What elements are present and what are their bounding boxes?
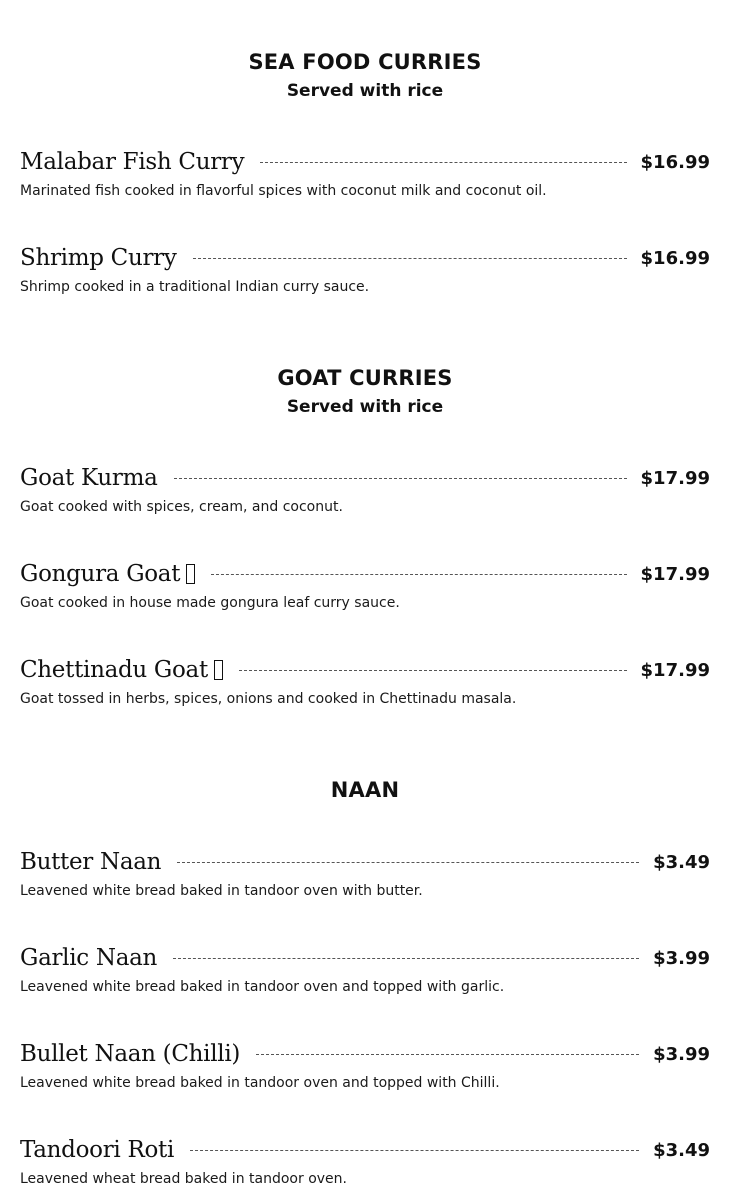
item-name: Gongura Goat [20,561,181,587]
spicy-icon [186,564,195,584]
menu-item-goat-kurma [20,463,710,517]
item-name: Goat Kurma [20,465,158,491]
item-description: Leavened wheat bread baked in tandoor oven. [20,1171,347,1187]
menu-item-shrimp-curry [20,243,710,297]
item-description: Goat cooked with spices, cream, and coconut. [20,499,343,515]
item-price: $17.99 [640,467,710,489]
item-description: Leavened white bread baked in tandoor oven and topped with garlic. [20,979,505,995]
dotted-leader [260,162,626,163]
item-price: $3.49 [653,851,710,873]
section-header-seafood [0,48,730,104]
section-subtitle: Served with rice [286,397,444,417]
menu-item-chettinadu-goat [20,655,710,709]
section-title: NAAN [330,778,400,802]
item-description: Leavened white bread baked in tandoor oven with butter. [20,883,423,899]
item-name: Tandoori Roti [20,1137,175,1163]
section-header-naan [0,776,730,804]
menu-item-malabar-fish-curry [20,147,710,201]
item-price: $17.99 [640,563,710,585]
item-name: Garlic Naan [20,945,158,971]
item-name: Bullet Naan (Chilli) [20,1041,241,1067]
item-description: Goat tossed in herbs, spices, onions and cooked in Chettinadu masala. [20,691,517,707]
dotted-leader [177,862,639,863]
menu-item-bullet-naan [20,1039,710,1093]
dotted-leader [256,1054,639,1055]
menu-item-butter-naan [20,847,710,901]
dotted-leader [174,478,627,479]
item-price: $16.99 [640,151,710,173]
item-description: Leavened white bread baked in tandoor oven and topped with Chilli. [20,1075,500,1091]
item-name: Chettinadu Goat [20,657,208,683]
dotted-leader [239,670,627,671]
menu-item-tandoori-roti [20,1135,710,1189]
dotted-leader [211,574,626,575]
menu-item-gongura-goat [20,559,710,613]
section-header-goat [0,364,730,420]
dotted-leader [190,1150,639,1151]
item-name: Malabar Fish Curry [20,149,245,175]
dotted-leader [193,258,627,259]
item-price: $3.99 [653,947,710,969]
section-title: GOAT CURRIES [277,366,453,390]
menu-item-garlic-naan [20,943,710,997]
section-title: SEA FOOD CURRIES [248,50,482,74]
item-price: $16.99 [640,247,710,269]
section-subtitle: Served with rice [286,81,444,101]
item-price: $3.99 [653,1043,710,1065]
item-description: Marinated fish cooked in flavorful spices with coconut milk and coconut oil. [20,183,547,199]
item-description: Shrimp cooked in a traditional Indian curry sauce. [20,279,370,295]
item-name: Shrimp Curry [20,245,177,271]
spicy-icon [214,660,223,680]
item-description: Goat cooked in house made gongura leaf curry sauce. [20,595,400,611]
dotted-leader [173,958,639,959]
item-price: $3.49 [653,1139,710,1161]
item-name: Butter Naan [20,849,162,875]
item-price: $17.99 [640,659,710,681]
